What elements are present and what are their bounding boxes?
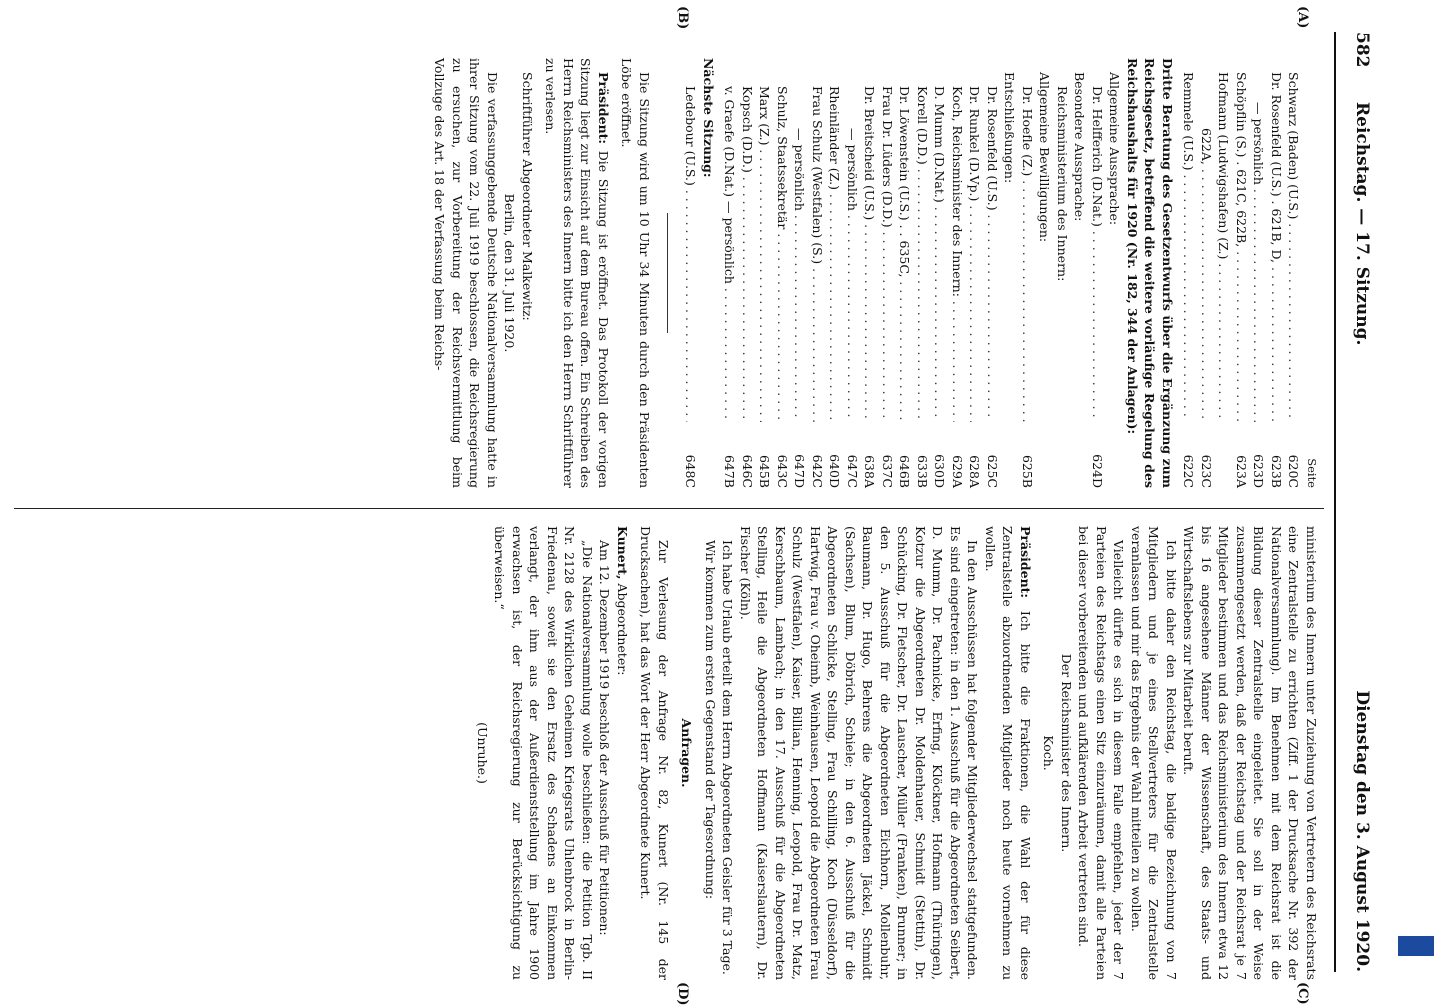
entry-page: 647D [792,454,808,488]
entry-page: 623B [1269,454,1284,488]
entry-text: Frau Dr. Lüders (D.D.) . . . [879,86,897,422]
index-entry [826,58,844,488]
seite-label: Seite [1305,458,1319,488]
index-entry [739,58,757,488]
entry-page: 638A [862,455,878,488]
unruhe: (Unruhe.) [475,722,490,784]
entry-page: 646C [740,454,755,488]
speaker-index-1 [1180,58,1303,488]
header-session: Reichstag. — 17. Sitzung. [1352,102,1372,346]
entry-text: Hofmann (Ludwigshafen) (Z.) . . . . [1215,72,1233,422]
entry-text: Schwarz (Baden) (U.S.) . . . [1285,72,1303,422]
committee-changes: In den Ausschüssen hat folgender Mitgliederwechsel stattgefunden. Es sind eingetreten: in den 1. Ausschuß für die Abgeordneten Seibert, D. Mumm, Dr. Pachnicke, Erfing, Klöckner, Hofmann (Thüringen), Kotzur die Abgeordneten Dr. Moldenhauer, Schmidt (Stettin), Dr. Schücking, Dr. Fletscher, Dr. Lauscher, Müller (Franken), Brunner; in den 5. Ausschuß für die Abgeordneten Eichhorn, Mollenbuhr, Baumann, Dr. Hugo, Behrens die Abgeordneten Jäckel, Schmidt (Sachsen), Blum, Döbrich, Schiele; in den 6. Ausschuß für die Abgeordneten Schlicke, Stelling, Frau Schilling, Koch (Düsseldorf), Hartwig, Frau v. Oheimb, Weinhausen, Leopold die Abgeordneten Frau Schulz (Westfalen), Kaiser, Billian, Henning, Leopold, Frau Dr. Matz, Kerschbaum, Lambach; in den 17. Ausschuß für die Abgeordneten Stelling, Heile die Abgeordneten Hoffmann (Kaiserslautern), Dr. Fischer (Köln). [738,526,981,980]
index-entry: Dr. Helfferich (D.Nat.) . . . 624D [1089,58,1107,488]
dritte-beratung: Dritte Beratung des Gesetzentwurfs über die Ergänzung zum Reichsgesetz, betreffend die weitere vorläufige Regelung des Reichshaushalts für 1920 (Nr. 182, 344 der Anlagen): [1125,58,1175,488]
praesident-request: Präsident: Ich bitte die Fraktionen, die Wahl der für diese Zentralstelle abzuordnenden Mitglieder noch heute vornehmen zu wollen. [983,526,1033,980]
index-entry: Dr. Hoefle (Z.) . . . 625B [1019,58,1037,488]
letter-request: Ich bitte daher den Reichstag, die baldige Bezeichnung von 7 Mitgliedern und je eines Stellvertreters für die Zentralstelle veranlassen und mir das Ergebnis der Wahl mitteilen zu wollen. [1129,526,1179,980]
entry-page: 647B [722,454,738,488]
index-entry [809,58,827,488]
petition-quote: „Die Nationalversammlung wolle beschließen: die Petition Tgb. II Nr. 2128 des Wirklichen Geheimen Kriegsrats Uhlenbrock in Berlin-Friedenau, soweit sie den Ersatz des Schadens an Einkommen verlangt, der ihm aus der Außerdienststellung im Jahre 1900 erwachsen ist, der Reichsregierung zur Berücksichtigung zu überweisen.“ [492,526,595,980]
index-entry [1250,58,1268,488]
funding-note [1404,40,1424,960]
margin-mark-b: (B) [675,6,690,30]
anfragen-heading: Anfragen. [679,718,695,788]
index-entry [861,58,879,488]
entry-text: Schöpflin (S.) . 621C, 622B, . . . [1233,72,1251,422]
entry-page: 647C [845,454,860,488]
entry-page: 646B [897,454,913,488]
reichsministerium: Reichsministerium des Innern: [1055,86,1070,282]
praesident-statement: Präsident: Die Sitzung ist eröffnet. Das Protokoll der vorigen Sitzung liegt zur Einsicht auf dem Bureau offen. Ein Schreiben des Herrn Reichsministers des Innern bitte ich den Herrn Schriftführer zu verlesen. [543,58,611,488]
index-entry [756,58,774,488]
entry-page: 640D [827,454,843,488]
entry-text: Dr. Löwenstein (U.S.) . . 635C, . . . [896,86,914,422]
entry-page: 630D [932,454,948,488]
margin-mark-d: (D) [675,982,690,1006]
entry-text: Kopsch (D.D.) . . . [739,86,757,422]
index-entry [774,58,792,488]
letter-body: Die verfassunggebende Deutsche Nationalversammlung hatte in ihrer Sitzung vom 22. Juli 1919 beschlossen, die Reichsregierung zu ersuchen, zur Vorbereitung der Reichsvermittlung beim Vollzuge des Art. 18 der Verfassung beim Reichs- [432,58,500,488]
letter-date: Berlin, den 31. Juli 1920. [502,193,518,353]
page-number: 582 [1352,32,1372,68]
letter-continuation: ministerium des Innern unter Zuziehung von Vertretern des Reichsrats eine Zentralstelle zu errichten (Ziff. 1 der Drucksache Nr. 392 der Nationalversammlung). Im Benehmen mit dem Reichsrat ist die Bildung dieser Zentralstelle eingeleitet. Sie soll in der Weise zusammengesetzt werden, daß der Reichstag und der Reichsrat je 7 Mitglieder bestimmen und das Reichsministerium des Innern etwa 12 bis 16 angesehene Männer der Wissenschaft, des Staats- und Wirtschaftslebens zur Mitarbeit beruft. [1181,526,1319,980]
index-entry [1268,58,1286,488]
entry-page: 645B [757,454,773,488]
entry-page: 643C [775,454,790,488]
index-entry [1180,58,1198,488]
section-rule [667,213,668,333]
entry-text: Remmele (U.S.) . . . [1180,72,1198,422]
left-column [431,58,1320,488]
entry-page: 623C [1199,454,1214,488]
entry-text: Koch, Reichsminister des Innern: . . . [949,86,967,422]
kunert-speech: Kunert, Abgeordneter: [615,526,630,676]
entry-page: 628A [967,455,983,488]
index-entry [966,58,984,488]
entry-page: 623D [1251,454,1267,488]
entry-text: — persönlich . . . [791,128,809,422]
entschliessungen: Entschließungen: [1002,72,1018,184]
entry-text: Dr. Rosenfeld (U.S.) . 621B, D, . . . [1268,72,1286,422]
entry-text: — persönlich . . . [844,128,862,422]
dfg-logo [1398,936,1434,956]
index-entry [931,58,949,488]
index-entry [879,58,897,488]
index-entry [721,58,739,488]
entry-page: 637C [880,454,895,488]
index-entry [844,58,862,488]
entry-page: 620C [1286,454,1302,488]
speaker-index-2 [721,58,1001,488]
entry-text: — persönlich . . . [1250,102,1268,422]
entry-page: 633B [915,454,930,488]
entry-text: D. Mumm (D.Nat.) . . . [931,86,949,422]
index-entry [1233,58,1251,488]
signature-title: Der Reichsminister des Innern. [1059,653,1074,853]
index-entry: Ledebour (U.S.) . . . 648C [682,58,700,488]
index-entry [914,58,932,488]
letter-suggestion: Vielleicht dürfte es sich in diesem Falle empfehlen, jeder der 7 Parteien des Reichstags einen Sitz einzuräumen, damit alle Parteien bei dieser vorbereitenden und aufklärenden Arbeit vertreten sind. [1076,526,1127,980]
right-column [474,526,1321,980]
opening-text: Die Sitzung wird um 10 Uhr 34 Minuten durch den Präsidenten Löbe eröffnet. [619,58,652,488]
naechste-sitzung: Nächste Sitzung: [701,58,716,178]
index-entry [1285,58,1303,488]
entry-text: Rheinländer (Z.) . . . [826,86,844,422]
kunert-text: Am 12. Dezember 1919 beschloß der Ausschuß für Petitionen: [597,540,613,936]
column-divider [14,508,1324,509]
entry-text: Frau Schulz (Westfalen) (S.) . . . [809,86,827,422]
entry-text: Korell (D.D.) . . . [914,86,932,422]
entry-page: 623A [1234,455,1249,488]
allg-aussprache: Allgemeine Aussprache: [1107,72,1123,226]
margin-mark-a: (A) [1295,6,1310,29]
index-entry [984,58,1002,488]
entry-page: 642C [810,454,825,488]
entry-text: 622A, . . . [1198,128,1216,422]
entry-text: v. Graefe (D.Nat.) — persönlich . . . [721,86,739,422]
index-entry [896,58,914,488]
schriftfuehrer: Schriftführer Abgeordneter Malkewitz: [520,72,535,321]
entry-text: Dr. Runkel (D.Vp.) . . . [966,86,984,422]
entry-page: 629A [950,455,965,488]
allg-bewilligungen: Allgemeine Bewilligungen: [1037,72,1053,243]
entry-text: Dr. Breitscheid (U.S.) . . . [861,86,879,422]
page-header [1334,32,1380,972]
index-entry [949,58,967,488]
header-date: Dienstag den 3. August 1920. [1352,690,1372,972]
bes-aussprache: Besondere Aussprache: [1072,72,1088,222]
entry-page: 625C [985,454,1000,488]
index-entry [1215,58,1233,488]
leave-granted: Ich habe Urlaub erteilt dem Herrn Abgeordneten Geisler für 3 Tage. [720,540,736,975]
anfrage-text: Zur Verlesung der Anfrage Nr. 82, Kunert (Nr. 145 der Drucksachen), hat das Wort der Herr Abgeordnete Kunert. [638,526,671,980]
entry-text: Marx (Z.) . . . [756,86,774,422]
index-entry [791,58,809,488]
entry-text: Schulz, Staatssekretär . . . [774,86,792,422]
signature-name: Koch. [1041,735,1057,771]
entry-text: Dr. Rosenfeld (U.S.) . . . [984,86,1002,422]
agenda-intro: Wir kommen zum ersten Gegenstand der Tagesordnung: [703,540,718,900]
index-entry [1198,58,1216,488]
entry-page: 622C [1181,454,1197,488]
margin-mark-c: (C) [1295,982,1310,1005]
